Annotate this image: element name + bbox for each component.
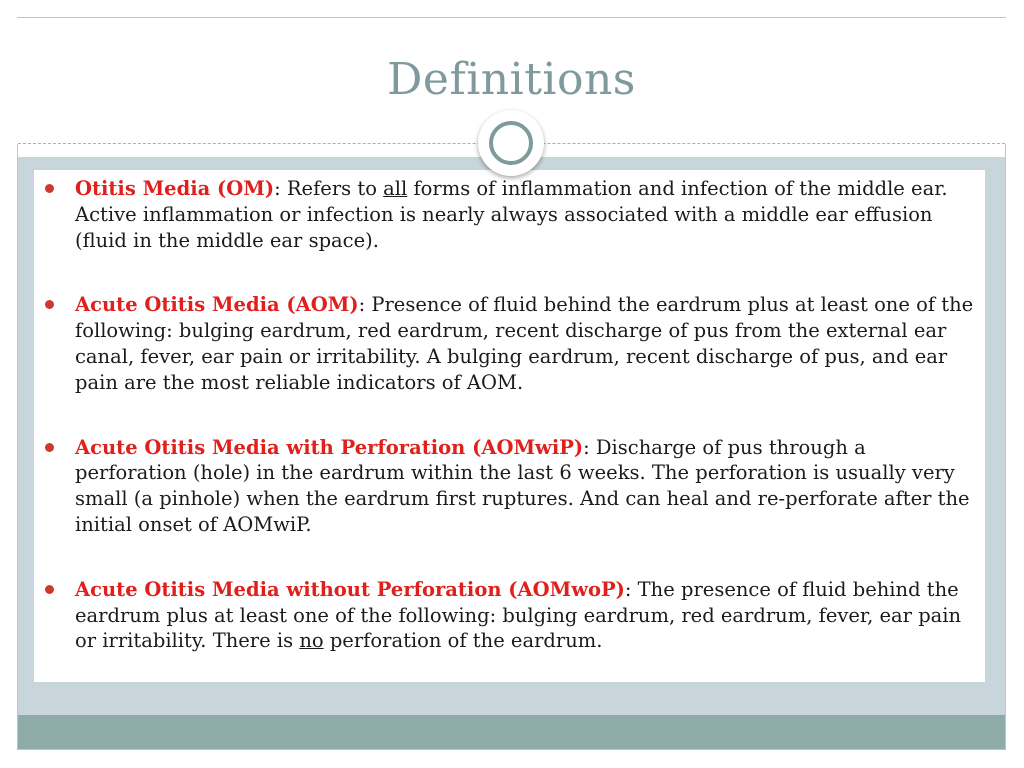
definition-text: : Discharge of pus through a perforation (hole) in the eardrum within the last 6 weeks. The perforation is usually very small (a pinhole) when the eardrum first ruptures. And can heal and re-perforate after the initial onset of AOMwiP.	[75, 435, 970, 536]
definition-aomwop	[40, 577, 975, 654]
bullet-icon	[45, 184, 54, 193]
definition-aom	[40, 292, 975, 395]
term-label: Acute Otitis Media (AOM)	[75, 293, 359, 317]
definitions-list	[40, 176, 975, 693]
definition-text: perforation of the eardrum.	[323, 629, 603, 653]
footer-band	[18, 715, 1005, 749]
emphasis-no: no	[299, 629, 324, 653]
ring-ornament-icon	[478, 110, 544, 176]
bullet-icon	[45, 443, 54, 452]
definition-text: : Presence of fluid behind the eardrum plus at least one of the following: bulging eardrum, red eardrum, recent discharge of pus from the external ear canal, fever, ear pain or irritability. A bulging eardrum, recent discharge of pus, and ear pain are the most reliable indicators of AOM.	[75, 293, 974, 394]
term-label: Otitis Media (OM)	[75, 177, 275, 200]
definition-aomwip	[40, 435, 975, 538]
bullet-icon	[45, 300, 54, 309]
emphasis-all: all	[383, 177, 408, 200]
term-label: Acute Otitis Media without Perforation (AOMwoP)	[75, 577, 625, 601]
definition-text: forms of inflammation and infection of the middle ear. Active inflammation or infection is nearly always associated with a middle ear effusion (fluid in the middle ear space).	[75, 177, 948, 252]
ring-ornament-inner	[489, 121, 533, 165]
bullet-icon	[45, 585, 54, 594]
slide-title: Definitions	[387, 54, 636, 105]
definition-text: : The presence of fluid behind the eardrum plus at least one of the following: bulging eardrum, red eardrum, fever, ear pain or irritability. There is	[75, 577, 962, 653]
definition-text: : Refers to	[274, 177, 384, 200]
term-label: Acute Otitis Media with Perforation (AOMwiP)	[75, 435, 584, 459]
definition-om	[40, 176, 975, 253]
